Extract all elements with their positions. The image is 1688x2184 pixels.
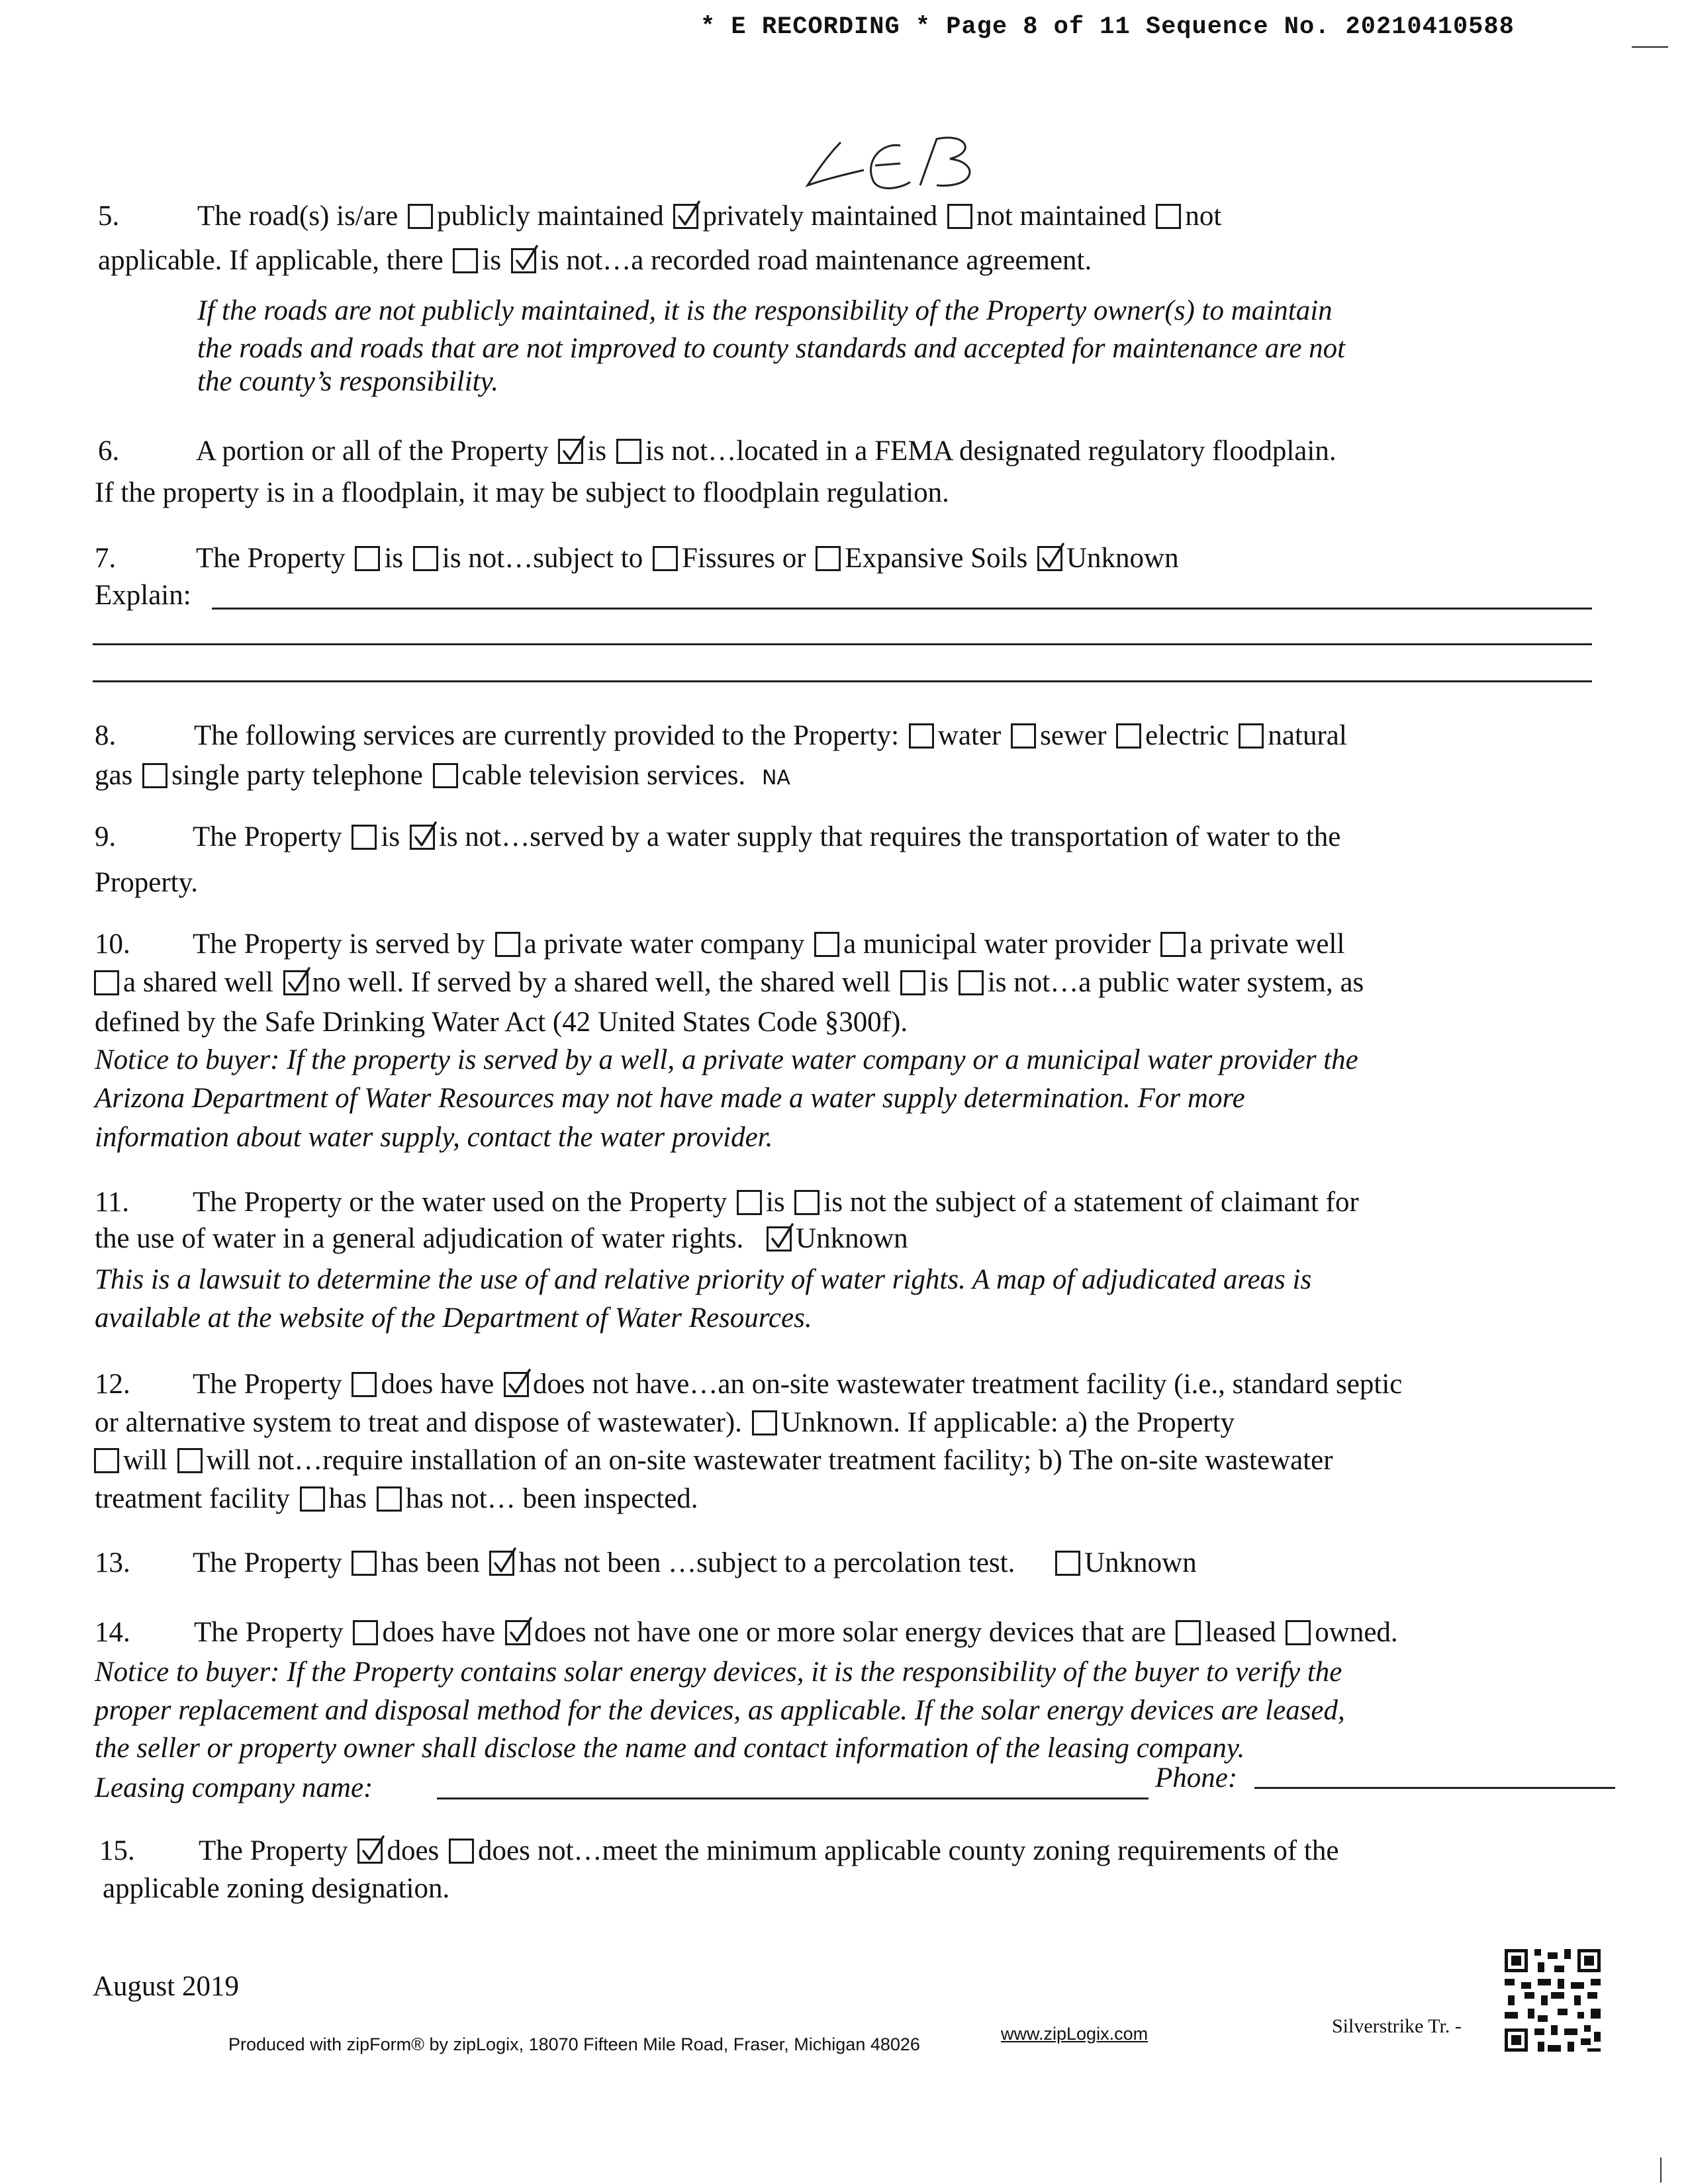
- s9-is-checkbox[interactable]: [352, 825, 377, 850]
- section-14-line-1: 14. The Property does have does not have one or more solar energy devices that are leased owned.: [95, 1617, 1398, 1648]
- s12-has-checkbox[interactable]: [300, 1486, 325, 1512]
- form-date: August 2019: [93, 1971, 239, 2002]
- handwritten-initials: [801, 129, 1039, 205]
- checkmark-icon: [506, 1615, 535, 1647]
- s14-owned-checkbox[interactable]: [1286, 1620, 1311, 1645]
- s15-does-not-checkbox[interactable]: [449, 1839, 474, 1864]
- section-11-line-2: the use of water in a general adjudication of water rights. Unknown: [95, 1223, 908, 1254]
- checkmark-icon: [1038, 541, 1067, 573]
- header-rule: [1632, 46, 1668, 48]
- s7-unknown-checkbox[interactable]: [1037, 546, 1062, 571]
- s7-explain-line-2[interactable]: [93, 643, 1592, 645]
- checkmark-icon: [767, 1222, 796, 1253]
- s5-not-applicable-checkbox[interactable]: [1156, 204, 1181, 229]
- s8-handwritten-na: NA: [761, 766, 790, 790]
- section-10-line-1: 10. The Property is served by a private water company a municipal water provider a private well: [95, 929, 1345, 960]
- s10-no-well-checkbox[interactable]: [283, 970, 308, 995]
- s14-leased-checkbox[interactable]: [1176, 1620, 1201, 1645]
- checkmark-icon: [410, 820, 440, 852]
- page-edge-mark: [1660, 2158, 1662, 2183]
- section-15-line-2: applicable zoning designation.: [103, 1873, 450, 1904]
- section-11-note-1: This is a lawsuit to determine the use of and relative priority of water rights. A map of adjudicated areas is: [95, 1264, 1312, 1295]
- s7-explain-line-1[interactable]: [212, 608, 1592, 610]
- ziplogix-website-link[interactable]: www.zipLogix.com: [1001, 2024, 1149, 2044]
- s7-is-checkbox[interactable]: [355, 546, 380, 571]
- checkmark-icon: [512, 244, 541, 275]
- s5-not-maintained-checkbox[interactable]: [947, 204, 972, 229]
- section-12-line-2: or alternative system to treat and dispose of wastewater). Unknown. If applicable: a) the Property: [95, 1407, 1235, 1438]
- checkmark-icon: [358, 1834, 387, 1866]
- s5-is-checkbox[interactable]: [453, 248, 478, 273]
- s8-telephone-checkbox[interactable]: [142, 763, 167, 788]
- s15-does-checkbox[interactable]: [357, 1839, 383, 1864]
- checkmark-icon: [284, 966, 313, 997]
- s10-private-well-checkbox[interactable]: [1160, 932, 1186, 957]
- s13-has-not-been-checkbox[interactable]: [489, 1551, 514, 1576]
- s7-explain-label: Explain:: [95, 580, 191, 611]
- section-12-line-3: will will not…require installation of an on-site wastewater treatment facility; b) The on-site wastewater: [91, 1446, 1333, 1475]
- section-10-note-2: Arizona Department of Water Resources may not have made a water supply determination. For more: [95, 1083, 1245, 1114]
- s14-does-have-checkbox[interactable]: [353, 1620, 378, 1645]
- checkmark-icon: [559, 434, 588, 466]
- section-12-line-1: 12. The Property does have does not have…an on-site wastewater treatment facility (i.e., standard septic: [95, 1369, 1403, 1400]
- s8-sewer-checkbox[interactable]: [1011, 723, 1036, 749]
- section-13-line-1: 13. The Property has been has not been …subject to a percolation test. Unknown: [95, 1547, 1197, 1578]
- section-5-note-3: the county’s responsibility.: [197, 366, 499, 397]
- s10-shared-is-not-checkbox[interactable]: [959, 970, 984, 995]
- s12-will-not-checkbox[interactable]: [177, 1448, 203, 1473]
- s11-is-not-checkbox[interactable]: [794, 1190, 820, 1215]
- s5-publicly-checkbox[interactable]: [408, 204, 433, 229]
- section-6-line-2: If the property is in a floodplain, it may be subject to floodplain regulation.: [95, 477, 949, 508]
- checkmark-icon: [674, 199, 703, 231]
- section-14-note-1: Notice to buyer: If the Property contains solar energy devices, it is the responsibility of the buyer to verify the: [95, 1657, 1342, 1688]
- section-12-line-4: treatment facility has has not… been inspected.: [95, 1483, 698, 1514]
- section-14-note-3: the seller or property owner shall disclose the name and contact information of the leasing company.: [95, 1733, 1245, 1764]
- file-name-label: Silverstrike Tr. -: [1332, 2015, 1462, 2037]
- s14-does-not-have-checkbox[interactable]: [505, 1620, 530, 1645]
- s5-privately-checkbox[interactable]: [673, 204, 698, 229]
- s12-does-have-checkbox[interactable]: [352, 1372, 377, 1397]
- s7-expansive-checkbox[interactable]: [816, 546, 841, 571]
- produced-by-text: Produced with zipForm® by zipLogix, 18070 Fifteen Mile Road, Fraser, Michigan 48026: [228, 2034, 920, 2054]
- s11-is-checkbox[interactable]: [737, 1190, 762, 1215]
- section-7-line-1: 7. The Property is is not…subject to Fissures or Expansive Soils Unknown: [95, 543, 1179, 574]
- section-9-line-1: 9. The Property is is not…served by a water supply that requires the transportation of water to the: [95, 821, 1341, 852]
- section-15-line-1: 15. The Property does does not…meet the minimum applicable county zoning requirements of the: [99, 1835, 1339, 1866]
- section-10-note-1: Notice to buyer: If the property is served by a well, a private water company or a municipal water provider the: [95, 1044, 1358, 1075]
- section-10-note-3: information about water supply, contact the water provider.: [95, 1122, 773, 1153]
- qr-code-icon: [1501, 1946, 1604, 2058]
- checkmark-icon: [504, 1367, 534, 1399]
- section-5-note-1: If the roads are not publicly maintained, it is the responsibility of the Property owner(s) to maintain: [197, 295, 1333, 326]
- s9-is-not-checkbox[interactable]: [410, 825, 435, 850]
- section-5-line-2: applicable. If applicable, there is is not…a recorded road maintenance agreement.: [98, 245, 1092, 276]
- section-10-line-3: defined by the Safe Drinking Water Act (42 United States Code §300f).: [95, 1007, 908, 1038]
- s11-unknown-checkbox[interactable]: [767, 1226, 792, 1251]
- s10-municipal-checkbox[interactable]: [814, 932, 839, 957]
- recording-header: * E RECORDING * Page 8 of 11 Sequence No. 20210410588: [700, 13, 1515, 41]
- section-10-line-2: a shared well no well. If served by a shared well, the shared well is is not…a public water system, as: [91, 968, 1364, 997]
- section-11-note-2: available at the website of the Department of Water Resources.: [95, 1302, 812, 1334]
- s14-leasing-company-label: Leasing company name:: [95, 1772, 373, 1803]
- s8-natural-gas-checkbox[interactable]: [1239, 723, 1264, 749]
- s6-is-checkbox[interactable]: [558, 439, 583, 464]
- section-5-note-2: the roads and roads that are not improved to county standards and accepted for maintenance are not: [197, 333, 1346, 364]
- s10-private-company-checkbox[interactable]: [495, 932, 520, 957]
- s14-leasing-company-field[interactable]: [437, 1797, 1149, 1799]
- initials-signature-icon: [801, 129, 1039, 202]
- s12-unknown-checkbox[interactable]: [752, 1410, 777, 1435]
- s14-phone-label: Phone:: [1155, 1762, 1238, 1794]
- checkmark-icon: [490, 1546, 519, 1578]
- s7-is-not-checkbox[interactable]: [413, 546, 438, 571]
- s14-phone-field[interactable]: [1254, 1787, 1615, 1789]
- s12-will-checkbox[interactable]: [94, 1448, 119, 1473]
- s10-shared-is-checkbox[interactable]: [900, 970, 925, 995]
- s10-shared-well-checkbox[interactable]: [94, 970, 119, 995]
- section-5-line-1: 5. The road(s) is/are publicly maintained privately maintained not maintained not: [98, 201, 1222, 232]
- s13-has-been-checkbox[interactable]: [352, 1551, 377, 1576]
- s12-does-not-have-checkbox[interactable]: [504, 1372, 529, 1397]
- s8-cable-checkbox[interactable]: [433, 763, 458, 788]
- s7-explain-line-3[interactable]: [93, 680, 1592, 682]
- section-8-line-1: 8. The following services are currently provided to the Property: water sewer electric natural: [95, 720, 1347, 751]
- s5-is-not-checkbox[interactable]: [511, 248, 536, 273]
- s6-is-not-checkbox[interactable]: [616, 439, 641, 464]
- section-9-line-2: Property.: [95, 867, 199, 898]
- s8-water-checkbox[interactable]: [909, 723, 934, 749]
- section-6-line-1: 6. A portion or all of the Property is is not…located in a FEMA designated regulatory floodplain.: [98, 435, 1336, 467]
- s8-electric-checkbox[interactable]: [1116, 723, 1141, 749]
- section-8-line-2: gas single party telephone cable television services. NA: [95, 760, 790, 791]
- s12-has-not-checkbox[interactable]: [377, 1486, 402, 1512]
- section-14-note-2: proper replacement and disposal method for the devices, as applicable. If the solar energy devices are leased,: [95, 1695, 1345, 1726]
- s13-unknown-checkbox[interactable]: [1055, 1551, 1080, 1576]
- section-11-line-1: 11. The Property or the water used on the Property is is not the subject of a statement of claimant for: [95, 1187, 1359, 1218]
- s7-fissures-checkbox[interactable]: [653, 546, 678, 571]
